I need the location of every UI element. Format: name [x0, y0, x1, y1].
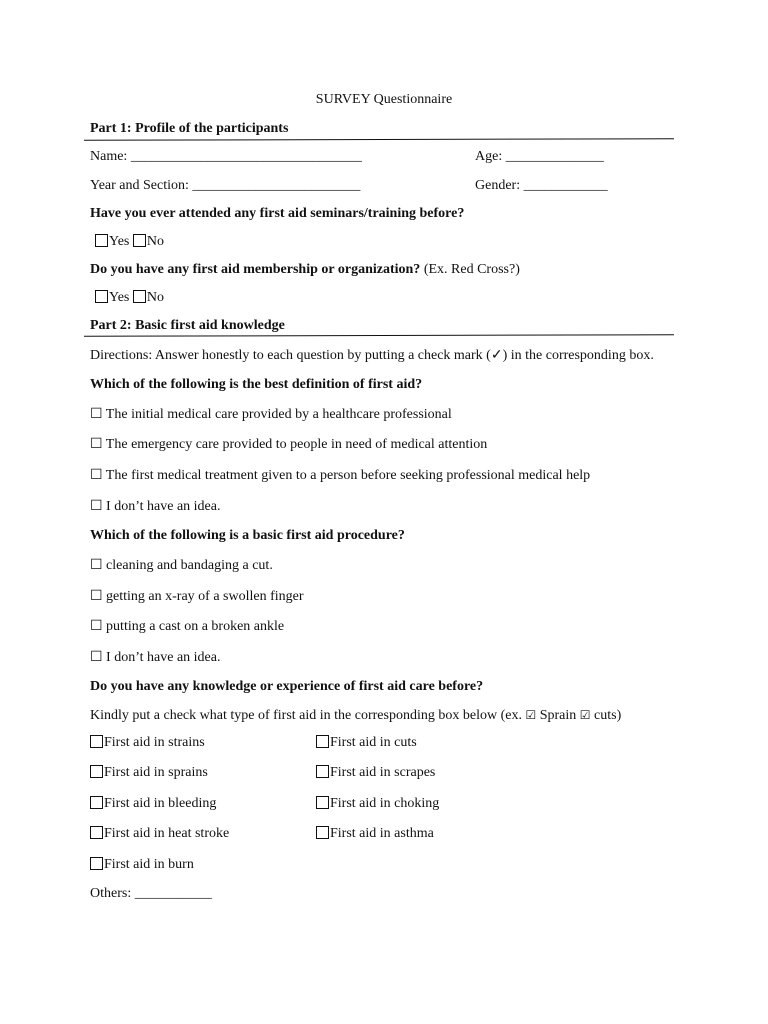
procedure-option-1[interactable]: ☐ cleaning and bandaging a cut.	[90, 558, 273, 573]
type-item-strains[interactable]	[90, 734, 205, 752]
type-checkbox[interactable]	[316, 826, 329, 839]
type-label: First aid in sprains	[104, 765, 208, 780]
definition-option-3[interactable]: ☐ The first medical treatment given to a person before seeking professional medical help	[90, 468, 591, 483]
definition-option-1[interactable]: ☐ The initial medical care provided by a healthcare professional	[90, 407, 452, 422]
type-item-cuts[interactable]	[316, 734, 417, 752]
type-item-burn[interactable]	[90, 856, 194, 874]
type-checkbox[interactable]	[316, 765, 329, 778]
membership-no-checkbox[interactable]	[133, 290, 146, 303]
type-checkbox[interactable]	[90, 765, 103, 778]
instruction-text-a: Kindly put a check what type of first aid in the corresponding box below (ex.	[90, 708, 526, 723]
type-item-scrapes[interactable]	[316, 764, 435, 782]
type-checkbox[interactable]	[90, 735, 103, 748]
checked-box-icon: ☑	[525, 708, 537, 722]
question-experience: Do you have any knowledge or experience of first aid care before?	[90, 679, 484, 694]
name-field[interactable]: Name: _________________________________	[90, 149, 362, 164]
type-item-choking[interactable]	[316, 795, 439, 813]
definition-option-2[interactable]: ☐ The emergency care provided to people in need of medical attention	[90, 437, 488, 452]
gender-field[interactable]: Gender: ____________	[475, 178, 608, 193]
seminar-options	[95, 233, 164, 251]
document-title: SURVEY Questionnaire	[315, 92, 453, 107]
seminar-no-label: No	[146, 234, 164, 249]
membership-options	[95, 289, 164, 307]
type-item-sprains[interactable]	[90, 764, 208, 782]
membership-yes-label: Yes	[109, 290, 130, 305]
question-procedure: Which of the following is a basic first aid procedure?	[90, 528, 405, 543]
year-section-field[interactable]: Year and Section: ________________________	[90, 178, 361, 193]
type-label: First aid in asthma	[330, 826, 434, 841]
question-membership	[90, 261, 520, 279]
checked-box-icon: ☑	[579, 708, 591, 722]
experience-instruction	[90, 706, 621, 725]
procedure-option-3[interactable]: ☐ putting a cast on a broken ankle	[90, 619, 285, 634]
type-checkbox[interactable]	[90, 826, 103, 839]
type-label: First aid in heat stroke	[104, 826, 230, 841]
type-checkbox[interactable]	[316, 735, 329, 748]
type-label: First aid in strains	[104, 735, 205, 750]
type-checkbox[interactable]	[90, 796, 103, 809]
procedure-option-4[interactable]: ☐ I don’t have an idea.	[90, 650, 221, 665]
type-label: First aid in choking	[330, 796, 440, 811]
membership-yes-checkbox[interactable]	[95, 290, 108, 303]
seminar-no-checkbox[interactable]	[133, 234, 146, 247]
type-label: First aid in burn	[104, 857, 194, 872]
type-item-heat-stroke[interactable]	[90, 825, 229, 843]
question-membership-text: Do you have any first aid membership or organization?	[90, 262, 421, 277]
type-checkbox[interactable]	[90, 857, 103, 870]
others-field[interactable]: Others: ___________	[90, 886, 212, 901]
instruction-text-c: cuts)	[590, 708, 622, 723]
question-membership-example: (Ex. Red Cross?)	[420, 262, 520, 277]
part2-heading: Part 2: Basic first aid knowledge	[90, 318, 285, 333]
type-item-asthma[interactable]	[316, 825, 434, 843]
procedure-option-2[interactable]: ☐ getting an x-ray of a swollen finger	[90, 589, 304, 604]
part1-heading: Part 1: Profile of the participants	[90, 121, 289, 136]
seminar-yes-label: Yes	[109, 234, 130, 249]
question-definition: Which of the following is the best definition of first aid?	[90, 377, 423, 392]
type-label: First aid in bleeding	[104, 796, 217, 811]
age-field[interactable]: Age: ______________	[475, 149, 604, 164]
part2-rule	[84, 334, 674, 337]
definition-option-4[interactable]: ☐ I don’t have an idea.	[90, 499, 221, 514]
type-item-bleeding[interactable]	[90, 795, 216, 813]
instruction-text-b: Sprain	[536, 708, 580, 723]
type-checkbox[interactable]	[316, 796, 329, 809]
membership-no-label: No	[146, 290, 164, 305]
question-seminar: Have you ever attended any first aid seminars/training before?	[90, 206, 465, 221]
part1-rule	[84, 138, 674, 141]
type-label: First aid in scrapes	[330, 765, 436, 780]
seminar-yes-checkbox[interactable]	[95, 234, 108, 247]
type-label: First aid in cuts	[330, 735, 417, 750]
directions-text: Directions: Answer honestly to each question by putting a check mark (✓) in the corresponding box.	[90, 348, 654, 363]
